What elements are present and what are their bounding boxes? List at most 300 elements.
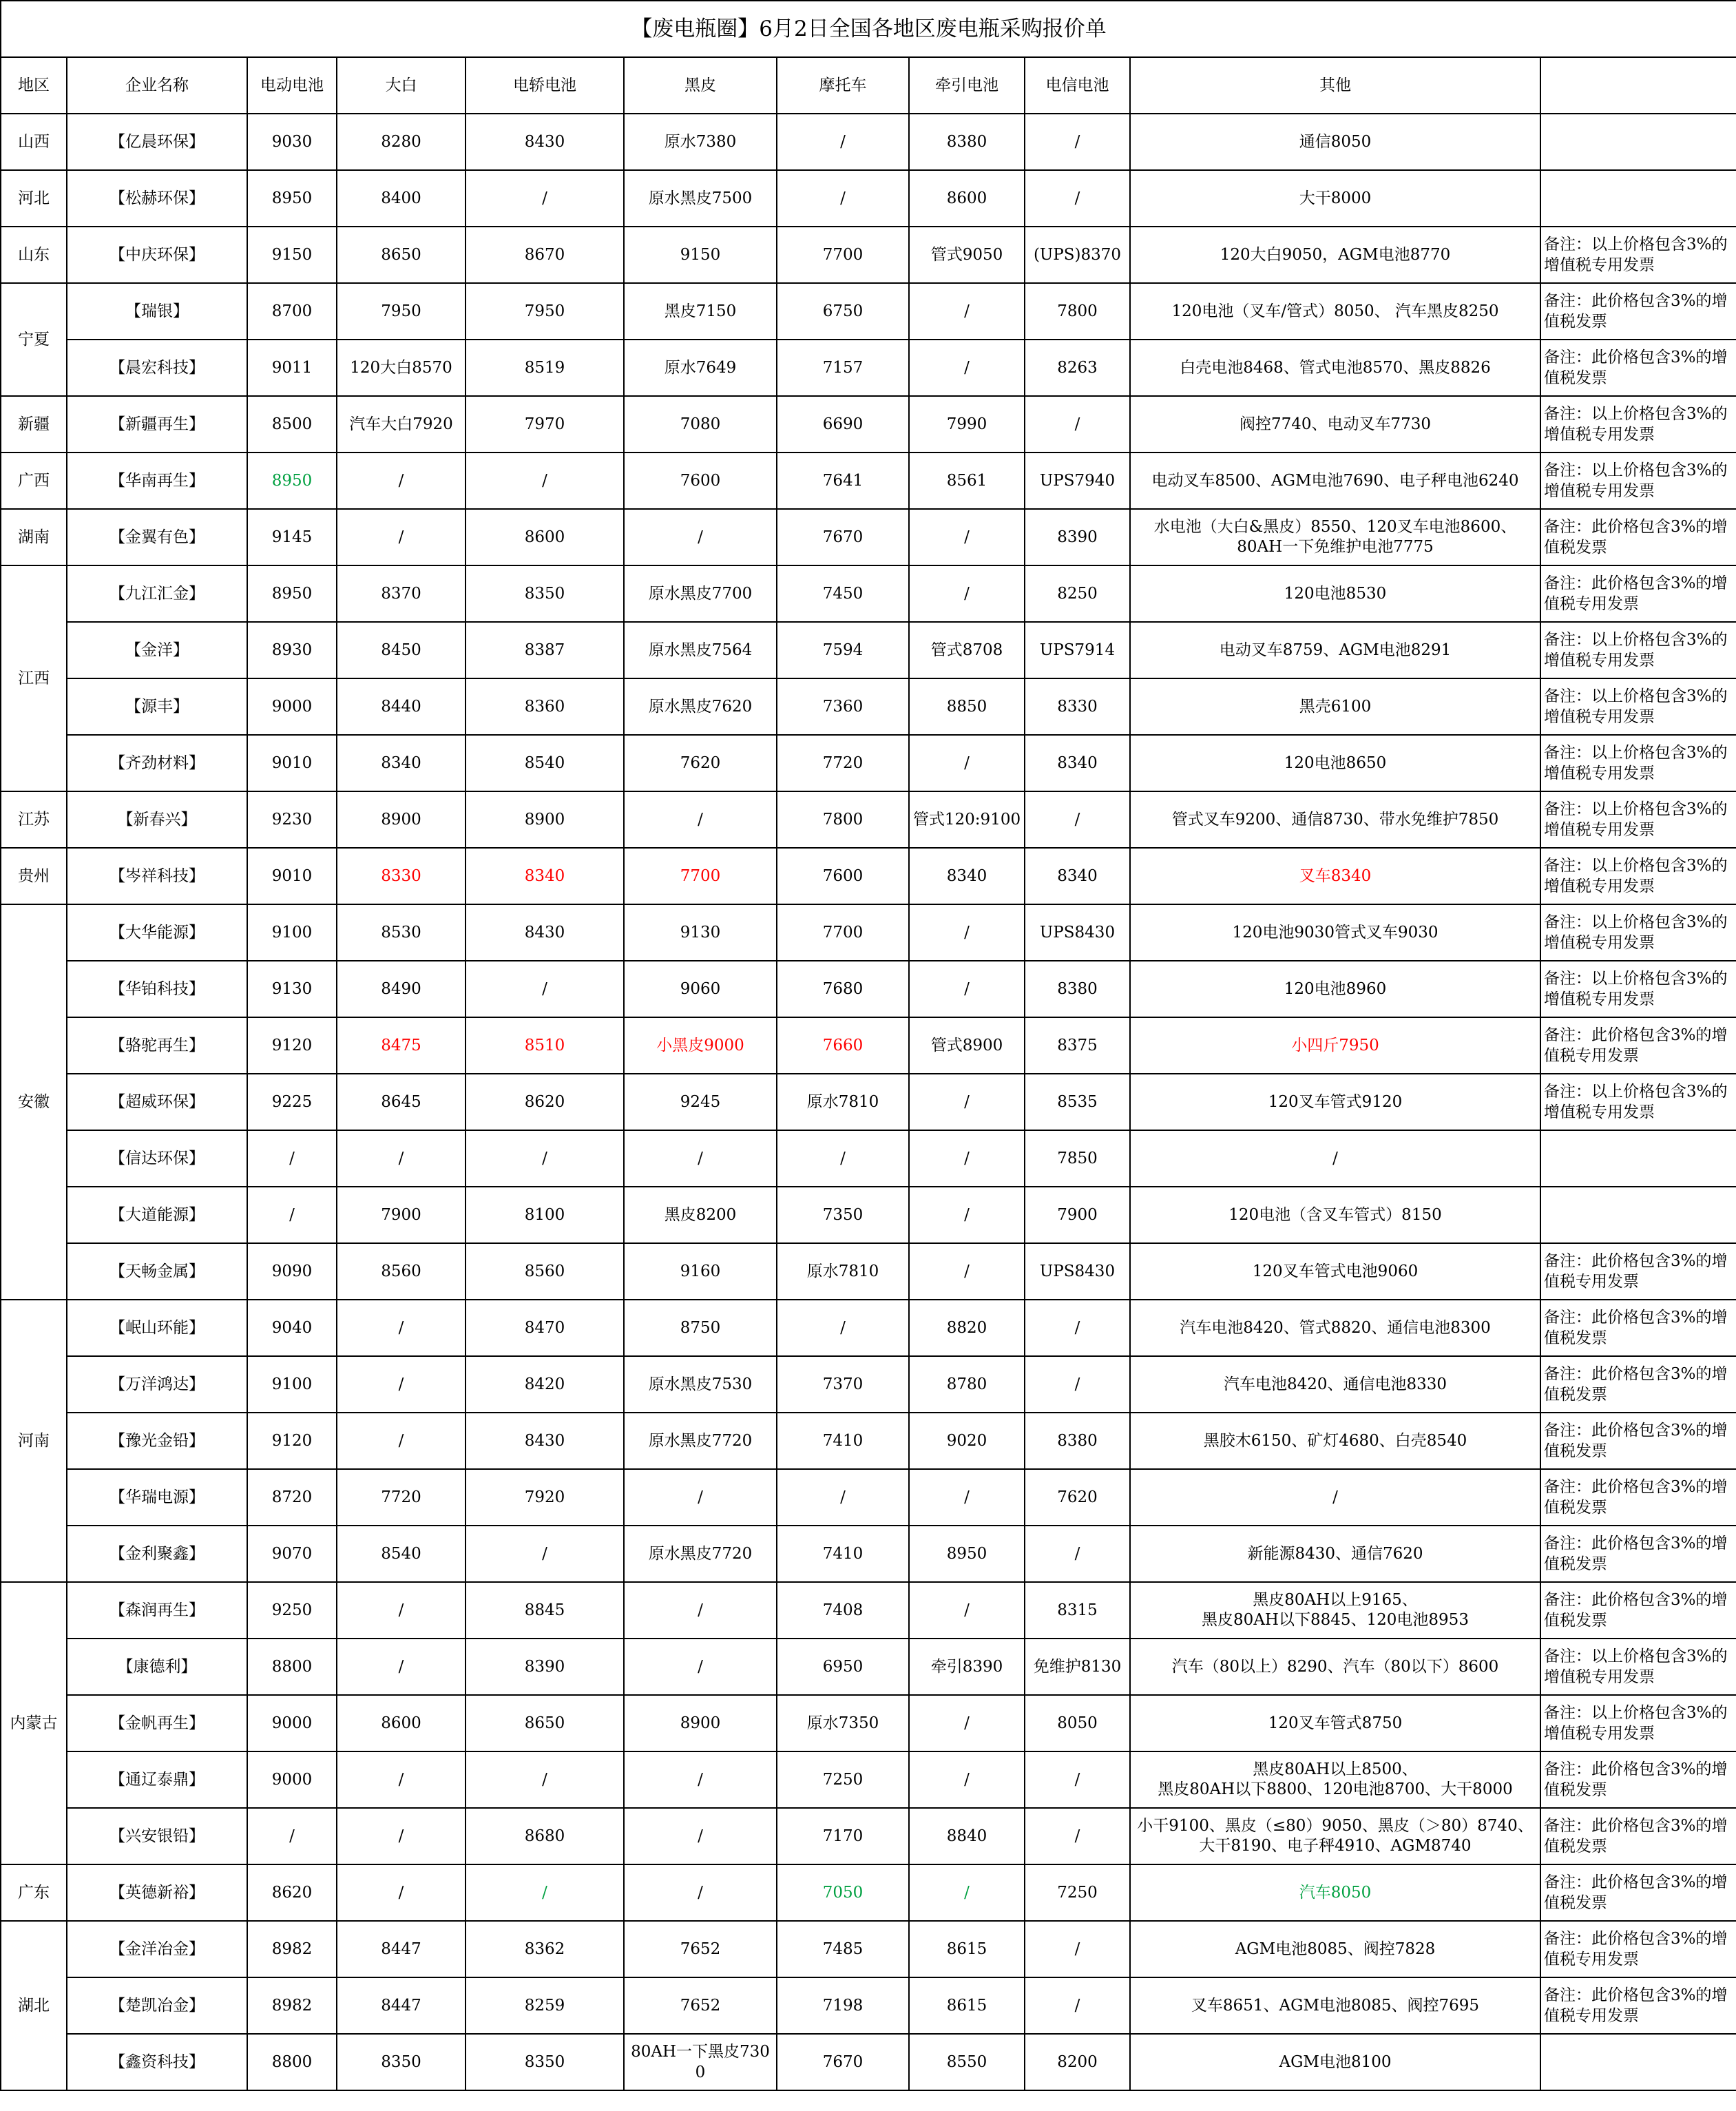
other-price-segment: 黑皮80AH以下8845、120电池8953 <box>1202 1611 1469 1629</box>
note-cell: 备注：此价格包含3%的增值税发票 <box>1540 509 1736 565</box>
other-price-cell <box>1130 735 1540 791</box>
other-price-segment: 叉车8651、AGM电池8085、阀控7695 <box>1191 1996 1480 2015</box>
heipi-price-cell: 原水7380 <box>624 114 777 170</box>
traction-price-cell: 8550 <box>909 2034 1025 2090</box>
telecom-price-cell: / <box>1025 1300 1130 1356</box>
table-row <box>1 735 1736 791</box>
heipi-price-cell: 9150 <box>624 227 777 283</box>
col-header-car-battery: 电轿电池 <box>466 57 624 114</box>
dabai-price-cell: 8490 <box>337 961 466 1017</box>
other-price-cell <box>1130 1130 1540 1187</box>
other-price-cell <box>1130 1864 1540 1921</box>
dabai-price-cell: 8475 <box>337 1017 466 1074</box>
traction-price-cell: / <box>909 283 1025 340</box>
dabai-price-cell: 8350 <box>337 2034 466 2090</box>
note-cell <box>1540 1187 1736 1243</box>
traction-price-cell: / <box>909 1469 1025 1526</box>
telecom-price-cell: 8380 <box>1025 961 1130 1017</box>
note-cell: 备注：此价格包含3%的增值税专用发票 <box>1540 1921 1736 1977</box>
heipi-price-cell: / <box>624 791 777 848</box>
region-cell: 山东 <box>1 227 67 283</box>
table-row <box>1 1130 1736 1187</box>
company-cell: 【英德新裕】 <box>67 1864 247 1921</box>
other-price-cell <box>1130 1187 1540 1243</box>
car-battery-price-cell: 8362 <box>466 1921 624 1977</box>
note-cell: 备注：以上价格包含3%的增值税专用发票 <box>1540 1639 1736 1695</box>
note-cell: 备注：以上价格包含3%的增值税专用发票 <box>1540 961 1736 1017</box>
dabai-price-cell: 8900 <box>337 791 466 848</box>
heipi-price-cell: 80AH一下黑皮7300 <box>624 2034 777 2090</box>
motorcycle-price-cell: 6690 <box>777 396 909 453</box>
col-header-note <box>1540 57 1736 114</box>
other-price-segment: 汽车电池8420、通信电池8330 <box>1223 1375 1447 1393</box>
motorcycle-price-cell: 7670 <box>777 509 909 565</box>
ev-battery-price-cell: 8500 <box>247 396 337 453</box>
ev-battery-price-cell: / <box>247 1130 337 1187</box>
motorcycle-price-cell: 7198 <box>777 1977 909 2034</box>
telecom-price-cell: 免维护8130 <box>1025 1639 1130 1695</box>
motorcycle-price-cell: 原水7810 <box>777 1074 909 1130</box>
other-price-segment: 小干9100、黑皮（≤80）9050、黑皮（＞80）8740、 <box>1137 1817 1534 1835</box>
table-row <box>1 1582 1736 1639</box>
car-battery-price-cell: 8350 <box>466 2034 624 2090</box>
ev-battery-price-cell: 9000 <box>247 1695 337 1751</box>
dabai-price-cell: 8447 <box>337 1977 466 2034</box>
other-price-cell <box>1130 1413 1540 1469</box>
dabai-price-cell: 8447 <box>337 1921 466 1977</box>
company-cell: 【豫光金铅】 <box>67 1413 247 1469</box>
other-price-cell <box>1130 114 1540 170</box>
note-cell: 备注：此价格包含3%的增值税发票 <box>1540 1356 1736 1413</box>
heipi-price-cell: 9245 <box>624 1074 777 1130</box>
table-row <box>1 961 1736 1017</box>
heipi-price-cell: 7620 <box>624 735 777 791</box>
traction-price-cell: 8615 <box>909 1977 1025 2034</box>
traction-price-cell: / <box>909 1864 1025 1921</box>
telecom-price-cell: 8050 <box>1025 1695 1130 1751</box>
region-cell: 贵州 <box>1 848 67 904</box>
heipi-price-cell: 7700 <box>624 848 777 904</box>
other-price-cell <box>1130 2034 1540 2090</box>
other-price-cell <box>1130 678 1540 735</box>
telecom-price-cell: 7250 <box>1025 1864 1130 1921</box>
company-cell: 【金洋】 <box>67 622 247 678</box>
other-price-segment: 80AH一下免维护电池7775 <box>1237 538 1434 556</box>
car-battery-price-cell: 7970 <box>466 396 624 453</box>
ev-battery-price-cell: 8950 <box>247 453 337 509</box>
dabai-price-cell: 8645 <box>337 1074 466 1130</box>
car-battery-price-cell: 8519 <box>466 340 624 396</box>
table-row <box>1 848 1736 904</box>
traction-price-cell: / <box>909 340 1025 396</box>
motorcycle-price-cell: 7600 <box>777 848 909 904</box>
company-cell: 【晨宏科技】 <box>67 340 247 396</box>
note-cell: 备注：此价格包含3%的增值税发票 <box>1540 1808 1736 1864</box>
other-price-cell <box>1130 565 1540 622</box>
heipi-price-cell: 原水黑皮7620 <box>624 678 777 735</box>
other-price-segment: 120叉车管式电池9060 <box>1252 1262 1419 1280</box>
motorcycle-price-cell: 7720 <box>777 735 909 791</box>
traction-price-cell: 管式8900 <box>909 1017 1025 1074</box>
note-cell <box>1540 2034 1736 2090</box>
car-battery-price-cell: 8600 <box>466 509 624 565</box>
motorcycle-price-cell: 7350 <box>777 1187 909 1243</box>
region-cell: 山西 <box>1 114 67 170</box>
traction-price-cell: / <box>909 904 1025 961</box>
note-cell: 备注：以上价格包含3%的增值税专用发票 <box>1540 1074 1736 1130</box>
other-price-cell <box>1130 1921 1540 1977</box>
region-cell: 内蒙古 <box>1 1582 67 1864</box>
other-price-segment: 120叉车管式9120 <box>1268 1092 1403 1111</box>
telecom-price-cell: / <box>1025 1808 1130 1864</box>
dabai-price-cell: 8440 <box>337 678 466 735</box>
car-battery-price-cell: / <box>466 1130 624 1187</box>
car-battery-price-cell: 8259 <box>466 1977 624 2034</box>
other-price-cell <box>1130 1243 1540 1300</box>
note-cell: 备注：此价格包含3%的增值税专用发票 <box>1540 1977 1736 2034</box>
car-battery-price-cell: / <box>466 1864 624 1921</box>
dabai-price-cell: 8450 <box>337 622 466 678</box>
company-cell: 【新春兴】 <box>67 791 247 848</box>
col-header-ev-battery: 电动电池 <box>247 57 337 114</box>
table-row <box>1 1074 1736 1130</box>
telecom-price-cell: / <box>1025 791 1130 848</box>
company-cell: 【万洋鸿达】 <box>67 1356 247 1413</box>
table-row <box>1 1017 1736 1074</box>
telecom-price-cell: 8263 <box>1025 340 1130 396</box>
ev-battery-price-cell: / <box>247 1808 337 1864</box>
other-price-cell <box>1130 1526 1540 1582</box>
motorcycle-price-cell: 7408 <box>777 1582 909 1639</box>
traction-price-cell: 8600 <box>909 170 1025 227</box>
motorcycle-price-cell: / <box>777 1300 909 1356</box>
dabai-price-cell: 8400 <box>337 170 466 227</box>
table-row <box>1 1356 1736 1413</box>
ev-battery-price-cell: 9100 <box>247 904 337 961</box>
telecom-price-cell: UPS7940 <box>1025 453 1130 509</box>
car-battery-price-cell: 8620 <box>466 1074 624 1130</box>
heipi-price-cell: / <box>624 1469 777 1526</box>
ev-battery-price-cell: 9030 <box>247 114 337 170</box>
company-cell: 【兴安银铅】 <box>67 1808 247 1864</box>
telecom-price-cell: 7620 <box>1025 1469 1130 1526</box>
heipi-price-cell: 8900 <box>624 1695 777 1751</box>
motorcycle-price-cell: 7250 <box>777 1751 909 1808</box>
note-cell: 备注：以上价格包含3%的增值税专用发票 <box>1540 678 1736 735</box>
traction-price-cell: 8780 <box>909 1356 1025 1413</box>
traction-price-cell: 8950 <box>909 1526 1025 1582</box>
other-price-segment: 120叉车管式8750 <box>1268 1714 1403 1732</box>
heipi-price-cell: 小黑皮9000 <box>624 1017 777 1074</box>
dabai-price-cell: 8330 <box>337 848 466 904</box>
table-row <box>1 1469 1736 1526</box>
table-row <box>1 2034 1736 2090</box>
telecom-price-cell: / <box>1025 1356 1130 1413</box>
heipi-price-cell: 8750 <box>624 1300 777 1356</box>
heipi-price-cell: / <box>624 1639 777 1695</box>
company-cell: 【金洋冶金】 <box>67 1921 247 1977</box>
other-price-cell <box>1130 453 1540 509</box>
company-cell: 【金利聚鑫】 <box>67 1526 247 1582</box>
company-cell: 【华铂科技】 <box>67 961 247 1017</box>
col-header-traction: 牵引电池 <box>909 57 1025 114</box>
other-price-segment: 管式叉车9200、通信8730、带水免维护7850 <box>1171 810 1499 829</box>
other-price-cell <box>1130 283 1540 340</box>
car-battery-price-cell: 8510 <box>466 1017 624 1074</box>
ev-battery-price-cell: 9011 <box>247 340 337 396</box>
other-price-segment: 大干8000 <box>1299 189 1372 207</box>
dabai-price-cell: / <box>337 1582 466 1639</box>
car-battery-price-cell: 8390 <box>466 1639 624 1695</box>
ev-battery-price-cell: 9090 <box>247 1243 337 1300</box>
telecom-price-cell: / <box>1025 1921 1130 1977</box>
region-cell: 江苏 <box>1 791 67 848</box>
heipi-price-cell: 原水7649 <box>624 340 777 396</box>
other-price-segment: 120电池（含叉车管式）8150 <box>1228 1205 1442 1224</box>
motorcycle-price-cell: / <box>777 170 909 227</box>
telecom-price-cell: 8380 <box>1025 1413 1130 1469</box>
motorcycle-price-cell: 原水7810 <box>777 1243 909 1300</box>
other-price-segment: 新能源8430、通信7620 <box>1247 1544 1423 1563</box>
traction-price-cell: / <box>909 1243 1025 1300</box>
traction-price-cell: 8380 <box>909 114 1025 170</box>
telecom-price-cell: 7850 <box>1025 1130 1130 1187</box>
traction-price-cell: / <box>909 1187 1025 1243</box>
telecom-price-cell: UPS8430 <box>1025 904 1130 961</box>
ev-battery-price-cell: 9100 <box>247 1356 337 1413</box>
motorcycle-price-cell: 7641 <box>777 453 909 509</box>
traction-price-cell: 管式120:9100 <box>909 791 1025 848</box>
motorcycle-price-cell: 7050 <box>777 1864 909 1921</box>
traction-price-cell: 管式9050 <box>909 227 1025 283</box>
ev-battery-price-cell: 9070 <box>247 1526 337 1582</box>
traction-price-cell: 7990 <box>909 396 1025 453</box>
header-row <box>1 57 1736 114</box>
ev-battery-price-cell: 9000 <box>247 678 337 735</box>
car-battery-price-cell: 8340 <box>466 848 624 904</box>
car-battery-price-cell: 8360 <box>466 678 624 735</box>
other-price-segment: 汽车8050 <box>1299 1883 1372 1902</box>
note-cell: 备注：以上价格包含3%的增值税专用发票 <box>1540 227 1736 283</box>
car-battery-price-cell: / <box>466 1526 624 1582</box>
traction-price-cell: 8840 <box>909 1808 1025 1864</box>
table-row <box>1 453 1736 509</box>
ev-battery-price-cell: 8800 <box>247 2034 337 2090</box>
ev-battery-price-cell: 9010 <box>247 735 337 791</box>
heipi-price-cell: / <box>624 1808 777 1864</box>
motorcycle-price-cell: 7700 <box>777 227 909 283</box>
other-price-segment: / <box>1332 1488 1338 1506</box>
other-price-cell <box>1130 848 1540 904</box>
telecom-price-cell: 8340 <box>1025 735 1130 791</box>
other-price-cell <box>1130 1074 1540 1130</box>
heipi-price-cell: 黑皮7150 <box>624 283 777 340</box>
telecom-price-cell: UPS7914 <box>1025 622 1130 678</box>
car-battery-price-cell: / <box>466 453 624 509</box>
region-cell: 广东 <box>1 1864 67 1921</box>
other-price-segment: 120电池8530 <box>1284 584 1387 603</box>
car-battery-price-cell: 8540 <box>466 735 624 791</box>
dabai-price-cell: 7720 <box>337 1469 466 1526</box>
motorcycle-price-cell: 7700 <box>777 904 909 961</box>
telecom-price-cell: 8340 <box>1025 848 1130 904</box>
other-price-cell <box>1130 1977 1540 2034</box>
other-price-cell <box>1130 1582 1540 1639</box>
col-header-region: 地区 <box>1 57 67 114</box>
table-row <box>1 565 1736 622</box>
heipi-price-cell: / <box>624 509 777 565</box>
heipi-price-cell: 原水黑皮7530 <box>624 1356 777 1413</box>
car-battery-price-cell: 8430 <box>466 904 624 961</box>
table-row <box>1 1977 1736 2034</box>
region-cell: 湖南 <box>1 509 67 565</box>
heipi-price-cell: 原水黑皮7720 <box>624 1526 777 1582</box>
ev-battery-price-cell: 9150 <box>247 227 337 283</box>
note-cell: 备注：以上价格包含3%的增值税专用发票 <box>1540 791 1736 848</box>
other-price-segment: 120电池9030管式叉车9030 <box>1232 923 1439 942</box>
ev-battery-price-cell: 8982 <box>247 1977 337 2034</box>
other-price-segment: AGM电池8100 <box>1279 2052 1392 2071</box>
company-cell: 【大道能源】 <box>67 1187 247 1243</box>
telecom-price-cell: 8200 <box>1025 2034 1130 2090</box>
telecom-price-cell: 8390 <box>1025 509 1130 565</box>
other-price-cell <box>1130 1751 1540 1808</box>
other-price-segment: / <box>1332 1149 1338 1167</box>
other-price-cell <box>1130 791 1540 848</box>
ev-battery-price-cell: 9040 <box>247 1300 337 1356</box>
other-price-segment: 汽车电池8420、管式8820、通信电池8300 <box>1180 1318 1491 1337</box>
other-price-segment: AGM电池8085、阀控7828 <box>1235 1940 1436 1958</box>
motorcycle-price-cell: 7800 <box>777 791 909 848</box>
table-row <box>1 1243 1736 1300</box>
company-cell: 【天畅金属】 <box>67 1243 247 1300</box>
traction-price-cell: 8561 <box>909 453 1025 509</box>
region-cell: 湖北 <box>1 1921 67 2090</box>
region-cell: 广西 <box>1 453 67 509</box>
ev-battery-price-cell: 8930 <box>247 622 337 678</box>
table-row <box>1 227 1736 283</box>
company-cell: 【源丰】 <box>67 678 247 735</box>
heipi-price-cell: / <box>624 1130 777 1187</box>
car-battery-price-cell: 7950 <box>466 283 624 340</box>
heipi-price-cell: 7652 <box>624 1921 777 1977</box>
car-battery-price-cell: 8420 <box>466 1356 624 1413</box>
telecom-price-cell: 8315 <box>1025 1582 1130 1639</box>
other-price-cell <box>1130 1639 1540 1695</box>
note-cell: 备注：此价格包含3%的增值税专用发票 <box>1540 1017 1736 1074</box>
note-cell: 备注：以上价格包含3%的增值税专用发票 <box>1540 396 1736 453</box>
dabai-price-cell: / <box>337 509 466 565</box>
company-cell: 【森润再生】 <box>67 1582 247 1639</box>
telecom-price-cell: 8375 <box>1025 1017 1130 1074</box>
company-cell: 【金翼有色】 <box>67 509 247 565</box>
dabai-price-cell: 8650 <box>337 227 466 283</box>
company-cell: 【新疆再生】 <box>67 396 247 453</box>
company-cell: 【九江汇金】 <box>67 565 247 622</box>
telecom-price-cell: / <box>1025 1751 1130 1808</box>
car-battery-price-cell: / <box>466 961 624 1017</box>
ev-battery-price-cell: 9225 <box>247 1074 337 1130</box>
dabai-price-cell: 8340 <box>337 735 466 791</box>
region-cell: 江西 <box>1 565 67 791</box>
note-cell: 备注：此价格包含3%的增值税发票 <box>1540 1413 1736 1469</box>
car-battery-price-cell: 8430 <box>466 1413 624 1469</box>
ev-battery-price-cell: 9130 <box>247 961 337 1017</box>
other-price-segment: 120电池8960 <box>1284 979 1387 998</box>
company-cell: 【金帆再生】 <box>67 1695 247 1751</box>
region-cell: 安徽 <box>1 904 67 1300</box>
region-cell: 河南 <box>1 1300 67 1582</box>
ev-battery-price-cell: 8950 <box>247 565 337 622</box>
table-row <box>1 622 1736 678</box>
motorcycle-price-cell: 7680 <box>777 961 909 1017</box>
page-title: 【废电瓶圈】6月2日全国各地区废电瓶采购报价单 <box>1 1 1736 57</box>
heipi-price-cell: 原水黑皮7720 <box>624 1413 777 1469</box>
col-header-telecom: 电信电池 <box>1025 57 1130 114</box>
table-row <box>1 1751 1736 1808</box>
traction-price-cell: / <box>909 735 1025 791</box>
dabai-price-cell: 8280 <box>337 114 466 170</box>
dabai-price-cell: / <box>337 1751 466 1808</box>
other-price-cell <box>1130 170 1540 227</box>
other-price-segment: 阀控7740、电动叉车7730 <box>1239 415 1432 433</box>
other-price-segment: 大干8190、电子秤4910、AGM8740 <box>1199 1837 1472 1855</box>
heipi-price-cell: 7652 <box>624 1977 777 2034</box>
company-cell: 【岷山环能】 <box>67 1300 247 1356</box>
col-header-company: 企业名称 <box>67 57 247 114</box>
company-cell: 【信达环保】 <box>67 1130 247 1187</box>
dabai-price-cell: / <box>337 1413 466 1469</box>
heipi-price-cell: / <box>624 1864 777 1921</box>
heipi-price-cell: 黑皮8200 <box>624 1187 777 1243</box>
heipi-price-cell: / <box>624 1751 777 1808</box>
company-cell: 【通辽泰鼎】 <box>67 1751 247 1808</box>
table-row <box>1 791 1736 848</box>
table-row <box>1 509 1736 565</box>
note-cell <box>1540 114 1736 170</box>
note-cell: 备注：此价格包含3%的增值税发票 <box>1540 1526 1736 1582</box>
other-price-segment: 黑皮80AH以上8500、 <box>1253 1760 1418 1778</box>
dabai-price-cell: / <box>337 453 466 509</box>
table-row <box>1 1808 1736 1864</box>
traction-price-cell: 管式8708 <box>909 622 1025 678</box>
note-cell: 备注：以上价格包含3%的增值税专用发票 <box>1540 904 1736 961</box>
ev-battery-price-cell: 8800 <box>247 1639 337 1695</box>
table-row <box>1 904 1736 961</box>
other-price-segment: 小四斤7950 <box>1291 1036 1379 1054</box>
company-cell: 【华南再生】 <box>67 453 247 509</box>
heipi-price-cell: 原水黑皮7564 <box>624 622 777 678</box>
car-battery-price-cell: / <box>466 1751 624 1808</box>
traction-price-cell: 8615 <box>909 1921 1025 1977</box>
other-price-cell <box>1130 1017 1540 1074</box>
car-battery-price-cell: 8430 <box>466 114 624 170</box>
other-price-segment: 黑胶木6150、矿灯4680、白壳8540 <box>1203 1431 1467 1450</box>
ev-battery-price-cell: 8700 <box>247 283 337 340</box>
telecom-price-cell: UPS8430 <box>1025 1243 1130 1300</box>
table-row <box>1 283 1736 340</box>
dabai-price-cell: 7950 <box>337 283 466 340</box>
car-battery-price-cell: 8350 <box>466 565 624 622</box>
motorcycle-price-cell: 7594 <box>777 622 909 678</box>
table-row <box>1 1864 1736 1921</box>
dabai-price-cell: / <box>337 1639 466 1695</box>
motorcycle-price-cell: / <box>777 1130 909 1187</box>
company-cell: 【岑祥科技】 <box>67 848 247 904</box>
table-row <box>1 1921 1736 1977</box>
other-price-cell <box>1130 961 1540 1017</box>
dabai-price-cell: 8530 <box>337 904 466 961</box>
